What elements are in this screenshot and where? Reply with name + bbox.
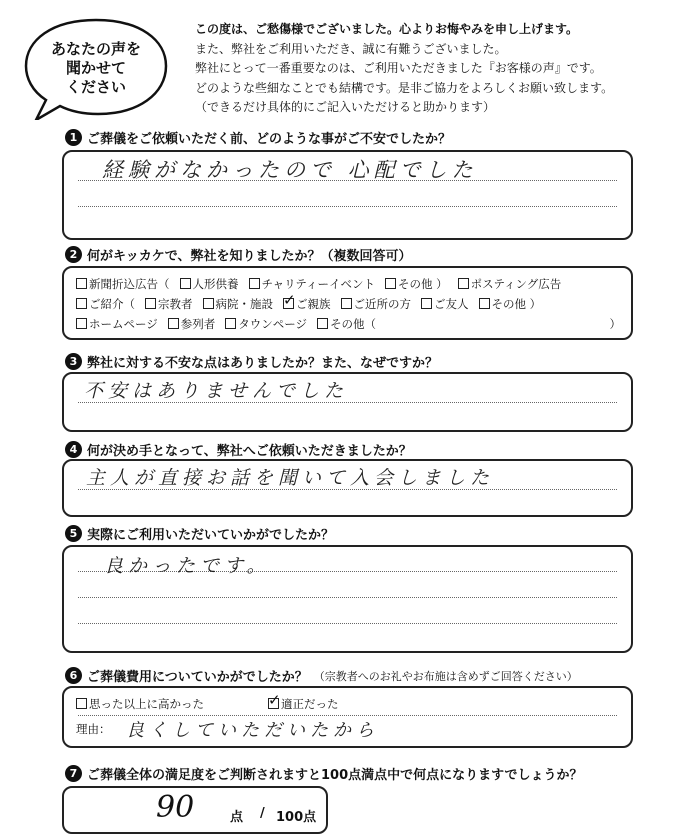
answer-3-box[interactable] — [62, 372, 633, 432]
question-1-title — [65, 128, 451, 147]
number-7-icon: 7 — [65, 765, 82, 782]
answer-6-box — [62, 686, 633, 748]
reason-label: 理由： — [76, 722, 111, 736]
question-4-title — [65, 440, 412, 459]
intro-line: この度は、ご愁傷様でございました。心よりお悔やみを申し上げます。 — [195, 22, 579, 36]
option-doll-memorial[interactable]: 人形供養 — [180, 276, 239, 292]
option-newspaper[interactable]: 新聞折込広告（ — [76, 276, 170, 292]
checkbox[interactable] — [341, 298, 352, 309]
intro-line: 弊社にとって一番重要なのは、ご利用いただきました『お客様の声』です。 — [195, 61, 602, 75]
intro-line: どのような些細なことでも結構です。是非ご協力をよろしくお願い致します。 — [195, 80, 614, 95]
answer-5-handwriting: 良かったです。 — [104, 555, 271, 577]
option-neighbors[interactable]: ご近所の方 — [341, 296, 412, 312]
question-7-title — [65, 764, 583, 783]
score-slash: / — [260, 806, 265, 821]
option-friends[interactable]: ご友人 — [421, 296, 469, 312]
options-row-3 — [76, 316, 621, 332]
dotted-line — [78, 623, 617, 624]
option-religious[interactable]: 宗教者 — [145, 296, 193, 312]
option-townpage[interactable]: タウンページ — [225, 316, 307, 332]
checkbox[interactable] — [249, 278, 260, 289]
checkbox-checked[interactable] — [268, 698, 279, 709]
number-3-icon: 3 — [65, 353, 82, 370]
option-other-3[interactable]: その他（ — [317, 316, 376, 332]
checkbox[interactable] — [76, 298, 87, 309]
intro-line: （できるだけ具体的にご記入いただけると助かります） — [195, 100, 496, 114]
question-1-text: ご葬儀をご依頼いただく前、どのような事がご不安でしたか？ — [87, 132, 452, 147]
question-2-title — [65, 245, 411, 264]
score-max: 100点 — [276, 810, 317, 825]
answer-5-box[interactable] — [62, 545, 633, 653]
question-4-text: 何が決め手となって、弊社へご依頼いただきましたか？ — [87, 444, 412, 459]
question-5-text: 実際にご利用いただいていかがでしたか？ — [87, 528, 335, 543]
option-homepage[interactable]: ホームページ — [76, 316, 158, 332]
question-6-title — [65, 666, 578, 685]
cost-options — [76, 696, 349, 712]
answer-4-handwriting: 主人が直接お話を聞いて入会しました — [86, 467, 495, 489]
question-3-title — [65, 352, 438, 371]
question-3-text: 弊社に対する不安な点はありましたか？また、なぜですか？ — [87, 356, 439, 371]
bubble-title: あなたの声を 聞かせて ください — [50, 40, 141, 96]
checkbox[interactable] — [479, 298, 490, 309]
number-4-icon: 4 — [65, 441, 82, 458]
option-appropriate[interactable]: ✓ 適正だった — [268, 696, 339, 712]
question-7-text: ご葬儀全体の満足度をご判断されますと100点満点中で何点になりますでしょうか？ — [87, 768, 583, 783]
close-paren: ） — [609, 317, 621, 331]
checkbox-checked[interactable] — [283, 298, 294, 309]
option-charity-event[interactable]: チャリティーイベント — [249, 276, 376, 292]
answer-1-box[interactable] — [62, 150, 633, 240]
options-row-2 — [76, 296, 551, 312]
question-5-title — [65, 524, 334, 543]
reason-handwriting: 良くしていただいたから — [126, 720, 379, 741]
option-relatives[interactable]: ✓ ご親族 — [283, 296, 331, 312]
answer-1-handwriting: 経験がなかったので 心配でした — [102, 158, 478, 182]
checkbox[interactable] — [203, 298, 214, 309]
checkbox[interactable] — [76, 318, 87, 329]
answer-4-box[interactable] — [62, 459, 633, 517]
option-too-expensive[interactable]: 思った以上に高かった — [76, 696, 204, 712]
option-hospital[interactable]: 病院・施設 — [203, 296, 274, 312]
option-other-2[interactable]: その他 ） — [479, 296, 542, 312]
dotted-line — [78, 597, 617, 598]
question-6-note: （宗教者へのお礼やお布施は含めずご回答ください） — [313, 669, 578, 683]
voice-bubble — [22, 16, 170, 120]
dotted-line — [78, 206, 617, 207]
number-2-icon: 2 — [65, 246, 82, 263]
checkbox[interactable] — [168, 318, 179, 329]
checkbox[interactable] — [458, 278, 469, 289]
checkbox[interactable] — [76, 698, 87, 709]
checkbox[interactable] — [317, 318, 328, 329]
checkbox[interactable] — [421, 298, 432, 309]
option-other-1[interactable]: その他 ） — [385, 276, 448, 292]
options-row-1 — [76, 276, 571, 292]
number-5-icon: 5 — [65, 525, 82, 542]
question-6-text: ご葬儀費用についていかがでしたか？ — [87, 670, 308, 685]
option-posting-ad[interactable]: ポスティング広告 — [458, 276, 562, 292]
checkbox[interactable] — [180, 278, 191, 289]
checkbox[interactable] — [385, 278, 396, 289]
option-attendee[interactable]: 参列者 — [168, 316, 216, 332]
number-6-icon: 6 — [65, 667, 82, 684]
answer-3-handwriting: 不安はありませんでした — [84, 380, 349, 402]
option-referral[interactable]: ご紹介（ — [76, 296, 135, 312]
checkbox[interactable] — [145, 298, 156, 309]
intro-line: また、弊社をご利用いただき、誠に有難うございました。 — [195, 41, 507, 56]
intro-text — [195, 20, 685, 118]
checkbox[interactable] — [225, 318, 236, 329]
score-unit: 点 — [230, 810, 244, 825]
number-1-icon: 1 — [65, 129, 82, 146]
score-box[interactable] — [62, 786, 328, 834]
score-value: 90 — [156, 790, 195, 825]
question-2-text: 何がキッカケで、弊社を知りましたか？（複数回答可） — [87, 249, 412, 264]
checkbox[interactable] — [76, 278, 87, 289]
answer-2-box — [62, 266, 633, 340]
